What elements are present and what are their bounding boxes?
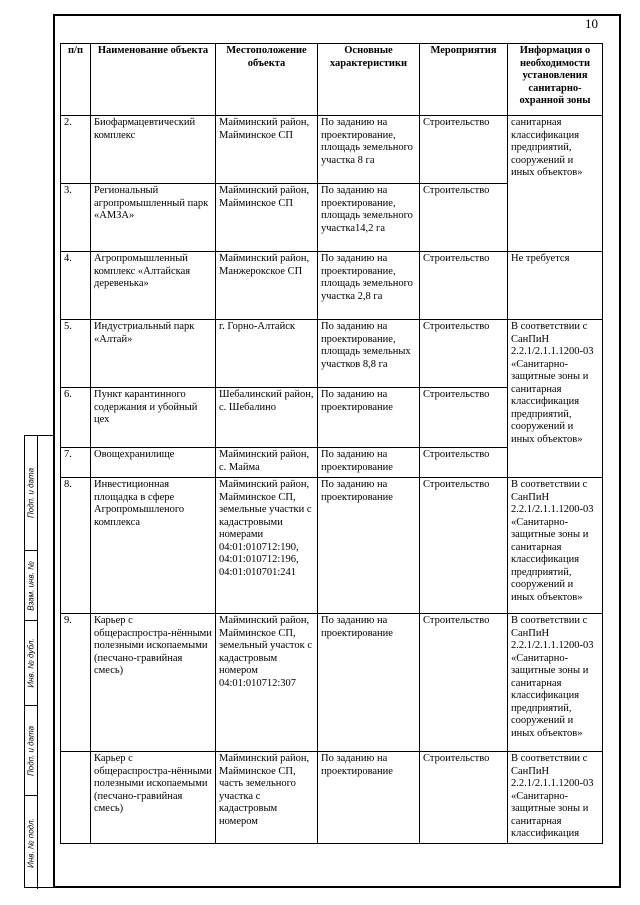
object-location: г. Горно-Алтайск <box>216 320 318 388</box>
object-location: Майминский район, Майминское СП, земельные участки с кадастровыми номерами 04:01:010712:190, 04:01:010712:196, 04:01:010701:241 <box>216 478 318 614</box>
table-row <box>61 752 603 844</box>
stamp-label: Подп. и дата <box>26 467 36 519</box>
object-name: Карьер с общераспростра-нёнными полезными ископаемыми (песчано-гравийная смесь) <box>91 752 216 844</box>
stamp-cell <box>25 706 38 796</box>
object-measure: Строительство <box>420 614 508 752</box>
object-location: Шебалинский район, с. Шебалино <box>216 388 318 448</box>
object-measure: Строительство <box>420 116 508 184</box>
object-characteristics: По заданию на проектирование <box>318 448 420 478</box>
stamp-cell <box>25 796 38 889</box>
object-characteristics: По заданию на проектирование, площадь земельных участков 8,8 га <box>318 320 420 388</box>
table-row <box>61 116 603 184</box>
object-characteristics: По заданию на проектирование, площадь земельного участка14,2 га <box>318 184 420 252</box>
table-row <box>61 320 603 388</box>
object-location: Майминский район, Майминское СП <box>216 184 318 252</box>
row-number <box>61 752 91 844</box>
header-cell: Основные характеристики <box>318 44 420 116</box>
object-name: Карьер с общераспростра-нёнными полезными ископаемыми (песчано-гравийная смесь) <box>91 614 216 752</box>
object-measure: Строительство <box>420 448 508 478</box>
object-measure: Строительство <box>420 478 508 614</box>
object-characteristics: По заданию на проектирование <box>318 752 420 844</box>
object-name: Пункт карантинного содержания и убойный цех <box>91 388 216 448</box>
row-number: 7. <box>61 448 91 478</box>
zone-info: В соответствии с СанПиН 2.2.1/2.1.1.1200-03 «Санитарно-защитные зоны и санитарная классификация <box>508 752 603 844</box>
header-cell: Наименование объекта <box>91 44 216 116</box>
object-location: Майминский район, Майминское СП <box>216 116 318 184</box>
object-name: Биофармацевтический комплекс <box>91 116 216 184</box>
zone-info: санитарная классификация предприятий, сооружений и иных объектов» <box>508 116 603 252</box>
row-number: 2. <box>61 116 91 184</box>
zone-info: В соответствии с СанПиН 2.2.1/2.1.1.1200-03 «Санитарно-защитные зоны и санитарная классификация предприятий, сооружений и иных объектов» <box>508 478 603 614</box>
stamp-label: Инв. № подл. <box>26 817 36 868</box>
object-measure: Строительство <box>420 184 508 252</box>
stamp-cell <box>25 551 38 621</box>
object-characteristics: По заданию на проектирование <box>318 614 420 752</box>
object-characteristics: По заданию на проектирование <box>318 388 420 448</box>
object-name: Агропромышленный комплекс «Алтайская деревенька» <box>91 252 216 320</box>
row-number: 4. <box>61 252 91 320</box>
row-number: 3. <box>61 184 91 252</box>
zone-info: Не требуется <box>508 252 603 320</box>
object-characteristics: По заданию на проектирование <box>318 478 420 614</box>
object-name: Индустриальный парк «Алтай» <box>91 320 216 388</box>
object-name: Инвестиционная площадка в сфере Агропромышленого комплекса <box>91 478 216 614</box>
table-row <box>61 614 603 752</box>
side-stamp <box>24 435 53 888</box>
header-cell: Местоположение объекта <box>216 44 318 116</box>
object-measure: Строительство <box>420 388 508 448</box>
header-cell: Информация о необходимости установления санитарно-охранной зоны <box>508 44 603 116</box>
object-characteristics: По заданию на проектирование, площадь земельного участка 2,8 га <box>318 252 420 320</box>
table-row <box>61 478 603 614</box>
object-measure: Строительство <box>420 252 508 320</box>
object-location: Майминский район, Майминское СП, часть земельного участка с кадастровым номером <box>216 752 318 844</box>
object-location: Майминский район, Манжерокское СП <box>216 252 318 320</box>
header-cell: п/п <box>61 44 91 116</box>
stamp-label: Взам. инв. № <box>26 560 36 611</box>
object-measure: Строительство <box>420 752 508 844</box>
zone-info: В соответствии с СанПиН 2.2.1/2.1.1.1200-03 «Санитарно-защитные зоны и санитарная классификация предприятий, сооружений и иных объектов» <box>508 614 603 752</box>
table-header-row <box>61 44 603 116</box>
row-number: 9. <box>61 614 91 752</box>
object-location: Майминский район, Майминское СП, земельный участок с кадастровым номером 04:01:010712:307 <box>216 614 318 752</box>
row-number: 8. <box>61 478 91 614</box>
row-number: 5. <box>61 320 91 388</box>
object-measure: Строительство <box>420 320 508 388</box>
zone-info: В соответствии с СанПиН 2.2.1/2.1.1.1200-03 «Санитарно-защитные зоны и санитарная классификация предприятий, сооружений и иных объектов» <box>508 320 603 478</box>
objects-table <box>60 43 603 844</box>
row-number: 6. <box>61 388 91 448</box>
page-number: 10 <box>585 16 598 31</box>
header-cell: Мероприятия <box>420 44 508 116</box>
object-location: Майминский район, с. Майма <box>216 448 318 478</box>
table-row <box>61 252 603 320</box>
object-name: Овощехранилище <box>91 448 216 478</box>
stamp-label: Инв. № дубл. <box>26 638 36 688</box>
stamp-cell <box>25 436 38 551</box>
stamp-cell <box>25 621 38 706</box>
object-characteristics: По заданию на проектирование, площадь земельного участка 8 га <box>318 116 420 184</box>
object-name: Региональный агропромышленный парк «АМЗА» <box>91 184 216 252</box>
stamp-label: Подп. и дата <box>26 725 36 776</box>
